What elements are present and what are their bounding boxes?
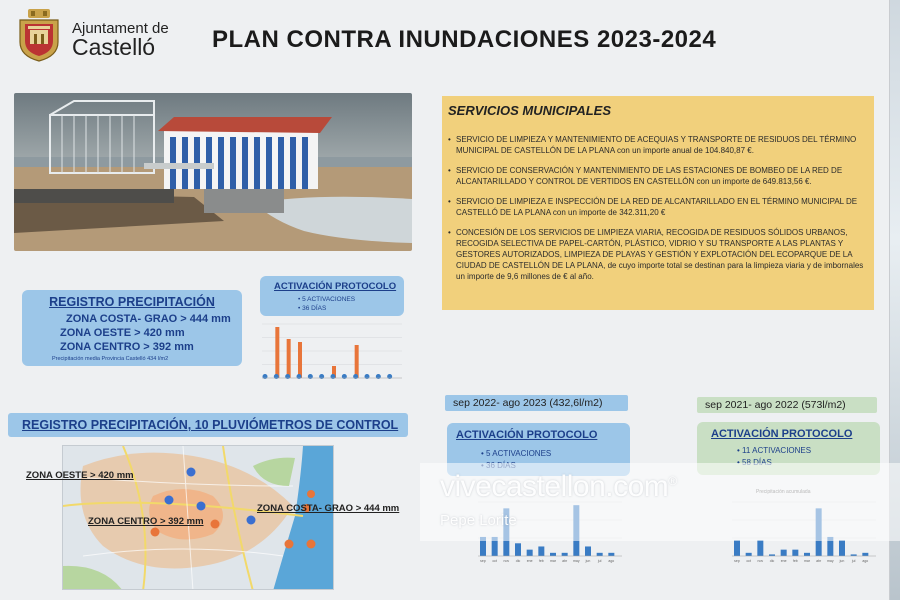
period-2023-label-box — [445, 395, 628, 411]
chart-bar — [757, 540, 763, 556]
zone-center-value: ZONA CENTRO > 392 mm — [60, 341, 194, 353]
chart-bar — [792, 550, 798, 556]
chart-bar — [538, 546, 544, 556]
activation-title-2022: ACTIVACIÓN PROTOCOLO — [711, 428, 853, 440]
service-item: • SERVICIO DE CONSERVACIÓN Y MANTENIMIENTO DE LAS ESTACIONES DE BOMBEO DE LA RED DE ALCANTARILLADO Y CONTROL DE VERTIDOS EN CASTELLÓN con un importe de 649.813,56 €. — [448, 165, 870, 187]
chart-tick-label: mar — [803, 559, 811, 563]
chart-tick-label: oct — [492, 559, 498, 563]
chart-tick-label: feb — [538, 559, 544, 563]
activation-title-2023: ACTIVACIÓN PROTOCOLO — [456, 429, 598, 441]
service-item: • CONCESIÓN DE LOS SERVICIOS DE LIMPIEZA VIARIA, RECOGIDA DE RESIDUOS SÓLIDOS URBANOS, RECOGIDA SELECTIVA DE PAPEL-CARTÓN, PLÁSTICO, VIDRIO Y SU TRANSPORTE A LAS PLANTAS Y GESTORES AUTORIZADOS, LIMPIEZA DE PLAYAS Y GESTIÓN Y EXPLOTACIÓN DEL ECOPARQUE DE LA CIUDAD DE CASTELLÓN DE LA PLANA, de cuyo importe total se destinan para la limpieza viaria y de imbornales un importe de 9,6 millones de € al año. — [448, 227, 870, 282]
activation-title: ACTIVACIÓN PROTOCOLO — [274, 281, 397, 292]
chart-bar — [355, 345, 359, 378]
services-heading: SERVICIOS MUNICIPALES — [448, 103, 612, 118]
chart-tick-label: nov — [503, 559, 510, 563]
rainfall-record-title: REGISTRO PRECIPITACIÓN — [49, 295, 215, 309]
province-average-note: Precipitación media Provincia Castelló 434 l/m2 — [52, 356, 169, 362]
map-label-coast: ZONA COSTA- GRAO > 444 mm — [257, 503, 400, 514]
chart-tick-label: sep — [480, 559, 486, 563]
logo-line1: Ajuntament de — [72, 20, 169, 37]
map-label-west: ZONA OESTE > 420 mm — [26, 470, 134, 481]
services-list — [448, 134, 870, 291]
chart-bar — [862, 553, 868, 556]
logo-line2: Castelló — [72, 34, 156, 60]
chart-tick-label: ago — [608, 559, 615, 563]
chart-tick-label: mar — [549, 559, 557, 563]
chart-tick-label: ene — [526, 559, 533, 563]
chart-tick-label: abr — [562, 559, 568, 563]
map-label-center: ZONA CENTRO > 392 mm — [88, 516, 204, 527]
activation-count-2023: • 5 ACTIVACIONES — [481, 449, 552, 458]
chart-tick-label: nov — [757, 559, 764, 563]
chart-bar — [562, 553, 568, 556]
period-2023-label: sep 2022- ago 2023 (432,6l/m2) — [453, 397, 603, 409]
chart-bar — [804, 553, 810, 556]
chart-bar — [734, 540, 740, 556]
chart-tick-label: ene — [780, 559, 787, 563]
chart-tick-label: dic — [515, 559, 521, 563]
chart-tick-label: dic — [769, 559, 775, 563]
city-shield-icon — [14, 8, 64, 62]
activation-count-2022: • 11 ACTIVACIONES — [737, 446, 812, 455]
chart-tick-label: abr — [816, 559, 822, 563]
chart-bar — [287, 339, 291, 378]
municipal-services-panel — [442, 96, 874, 310]
chart-tick-label: may — [827, 559, 834, 563]
chart-bar — [275, 327, 279, 378]
rain-gauges-title: REGISTRO PRECIPITACIÓN, 10 PLUVIÓMETROS DE CONTROL — [22, 418, 399, 432]
service-item: • SERVICIO DE LIMPIEZA E INSPECCIÓN DE LA RED DE ALCANTARILLADO EN EL TÉRMINO MUNICIPAL DE CASTELLÓ DE LA PLANA con un importe de 342.311,20 € — [448, 196, 870, 218]
period-2022-label-box — [697, 397, 877, 413]
chart-bar — [298, 342, 302, 378]
zone-coast-value: ZONA COSTA- GRAO > 444 mm — [66, 313, 231, 325]
activation-protocol-box-top — [260, 276, 404, 316]
rain-gauges-header — [8, 413, 408, 437]
zone-west-value: ZONA OESTE > 420 mm — [60, 327, 185, 339]
activation-days: • 36 DÍAS — [298, 305, 327, 312]
chart-bar — [527, 550, 533, 556]
rainfall-record-box — [22, 290, 242, 366]
chart-bar — [597, 553, 603, 556]
chart-bar — [608, 553, 614, 556]
period-2022-label: sep 2021- ago 2022 (573l/m2) — [705, 399, 846, 411]
chart-tick-label: may — [573, 559, 580, 563]
chart-bar — [585, 546, 591, 556]
chart-tick-label: jul — [851, 559, 856, 563]
chart-tick-label: feb — [792, 559, 798, 563]
activation-count: • 5 ACTIVACIONES — [298, 296, 356, 303]
beach-pump-station-photo — [14, 93, 412, 251]
chart-tick-label: oct — [746, 559, 752, 563]
chart-tick-label: jun — [839, 559, 845, 563]
chart-bar — [839, 540, 845, 556]
watermark-author: Pepe Lorite — [440, 512, 517, 529]
page-title: PLAN CONTRA INUNDACIONES 2023-2024 — [212, 26, 717, 53]
service-item: • SERVICIO DE LIMPIEZA Y MANTENIMIENTO DE ACEQUIAS Y TRANSPORTE DE RESIDUOS DEL TÉRMINO MUNICIPAL DE CASTELLÓN DE LA PLANA con un importe anual de 104.840,87 €. — [448, 134, 870, 156]
chart-bar — [746, 553, 752, 556]
chart-bar — [515, 543, 521, 556]
chart-tick-label: sep — [734, 559, 740, 563]
chart-tick-label: jul — [597, 559, 602, 563]
watermark-brand: vivecastellon.com® — [440, 470, 677, 503]
chart-bar — [550, 553, 556, 556]
rainfall-chart-top — [254, 318, 406, 390]
chart-bar — [781, 550, 787, 556]
chart-tick-label: ago — [862, 559, 869, 563]
chart-tick-label: jun — [585, 559, 591, 563]
